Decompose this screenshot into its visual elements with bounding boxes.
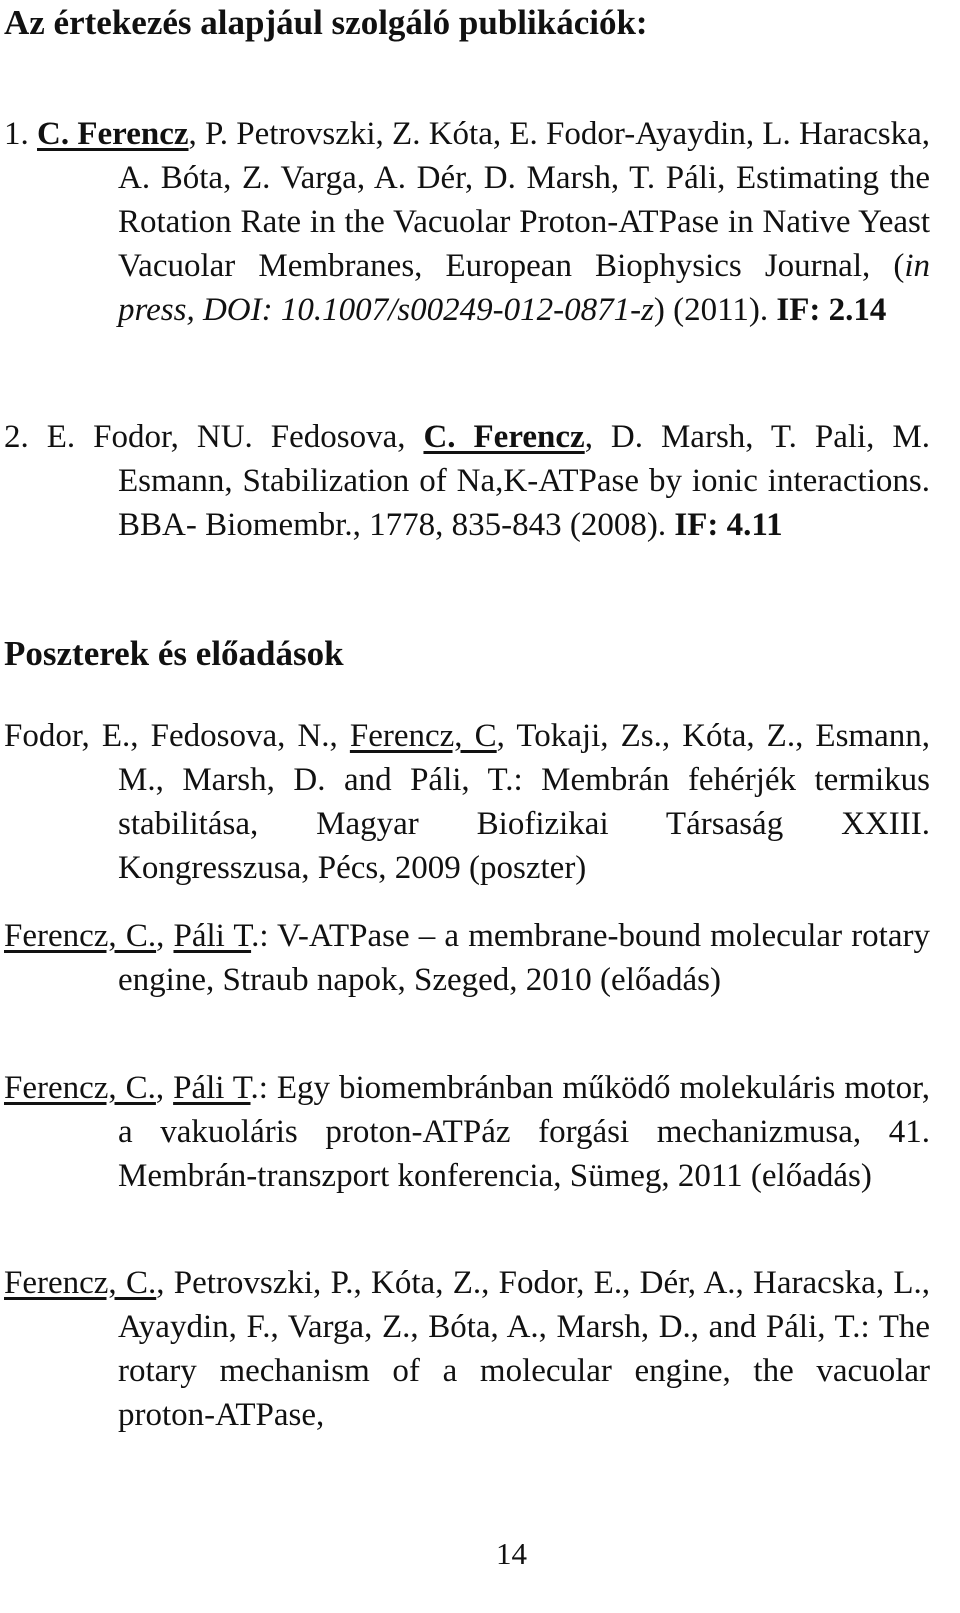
author-separator: , xyxy=(156,918,174,954)
publication-year: ) (2011). xyxy=(653,292,777,328)
impact-factor: IF: 4.11 xyxy=(674,507,783,543)
publication-doi: in press, DOI: 10.1007/s00249-012-0871-z xyxy=(118,248,930,328)
author-name-underlined: Ferencz, C. xyxy=(4,1265,157,1301)
publication-authors: E. Fodor, NU. Fedosova, xyxy=(46,419,424,455)
author-name-underlined: Ferencz, C xyxy=(349,718,497,754)
poster-text: .: Egy biomembránban működő molekuláris motor, a vakuoláris proton-ATPáz forgási mechanizmusa, 41. Membrán-transzport konferencia, Sümeg, 2011 (előadás) xyxy=(118,1070,931,1194)
poster-text: , Tokaji, Zs., Kóta, Z., Esmann, M., Marsh, D. and Páli, T.: Membrán fehérjék termikus stabilitása, Magyar Biofizikai Társaság XXIII. Kongresszusa, Pécs, 2009 (poszter) xyxy=(118,718,930,886)
section-title-posters: Poszterek és előadások xyxy=(4,634,344,673)
poster-item-1 xyxy=(4,714,930,890)
publication-text: , P. Petrovszki, Z. Kóta, E. Fodor-Ayaydin, L. Haracska, A. Bóta, Z. Varga, A. Dér, D. Marsh, T. Páli, Estimating the Rotation Rate in the Vacuolar Proton-ATPase in Native Yeast Vacuolar Membranes, European Biophysics Journal, ( xyxy=(118,116,931,284)
poster-item-2 xyxy=(4,914,930,1002)
poster-text: , Petrovszki, P., Kóta, Z., Fodor, E., Dér, A., Haracska, L., Ayaydin, F., Varga, Z., Bóta, A., Marsh, D., and Páli, T.: The rotary mechanism of a molecular engine, the vacuolar proton-ATPase, xyxy=(118,1265,930,1433)
author-name-underlined: C. Ferencz xyxy=(423,419,585,455)
coauthor-name-underlined: Páli T xyxy=(173,1070,251,1106)
page-number: 14 xyxy=(496,1536,527,1571)
poster-item-3 xyxy=(4,1066,930,1198)
publication-number: 2. xyxy=(4,419,29,455)
publication-text: , D. Marsh, T. Pali, M. Esmann, Stabilization of Na,K-ATPase by ionic interactions. BBA- Biomembr., 1778, 835-843 (2008). xyxy=(118,419,931,543)
poster-item-4 xyxy=(4,1261,930,1437)
section-title-publications: Az értekezés alapjául szolgáló publikációk: xyxy=(4,3,648,42)
poster-authors: Fodor, E., Fedosova, N., xyxy=(4,718,350,754)
impact-factor: IF: 2.14 xyxy=(776,292,887,328)
author-name-underlined: C. Ferencz xyxy=(37,116,189,152)
coauthor-name-underlined: Páli T xyxy=(173,918,252,954)
publication-item-1 xyxy=(4,112,930,332)
poster-text: .: V-ATPase – a membrane-bound molecular rotary engine, Straub napok, Szeged, 2010 (előadás) xyxy=(118,918,930,998)
author-name-underlined: Ferencz, C. xyxy=(4,918,157,954)
author-name-underlined: Ferencz, C. xyxy=(4,1070,156,1106)
publication-item-2 xyxy=(4,415,930,547)
publication-number: 1. xyxy=(4,116,29,152)
author-separator: , xyxy=(155,1070,174,1106)
